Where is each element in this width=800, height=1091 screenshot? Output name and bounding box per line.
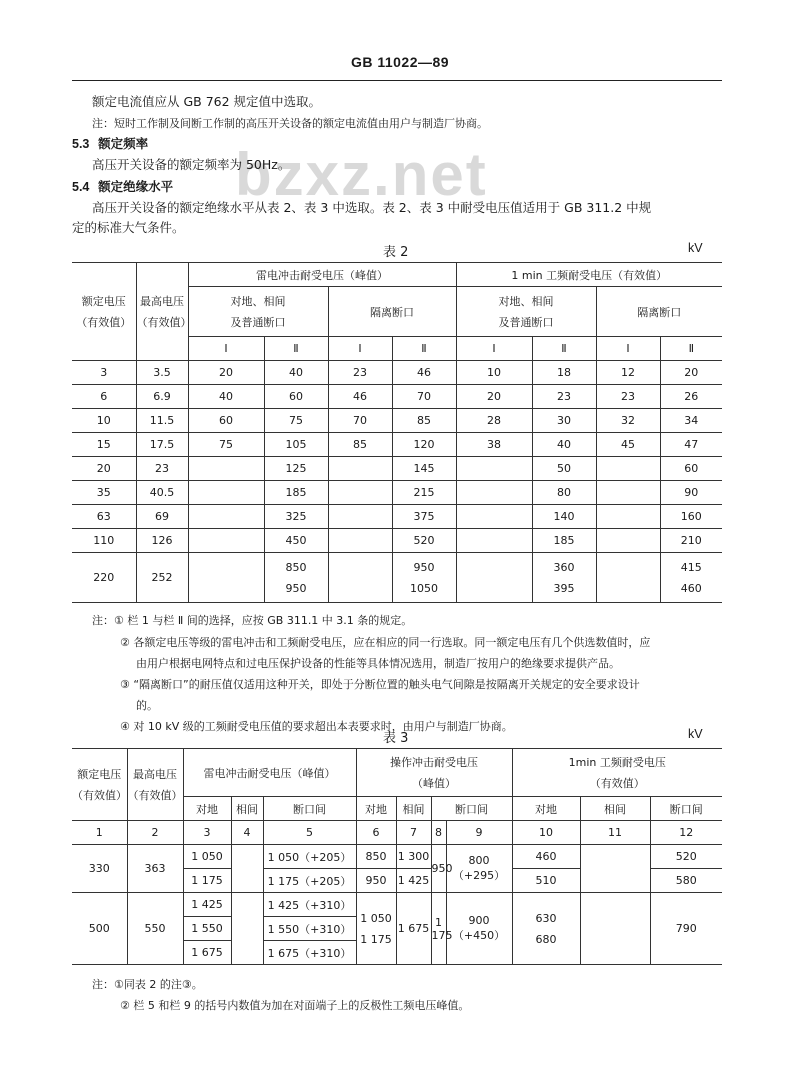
table-cell: 580 [650,869,722,893]
table-cell: 30 [532,409,596,433]
sub-header: 断口间 [263,797,356,821]
isolating-gap-header: 隔离断口 [328,287,456,337]
table-cell: 210 [660,529,722,553]
column-number: 9 [446,821,512,845]
column-number: 5 [263,821,356,845]
table-row [72,481,722,505]
table-3-caption: 表 3 [383,731,409,746]
table-cell: 23 [596,385,660,409]
sub-header: 断口间 [431,797,512,821]
table-cell: 140 [532,505,596,529]
table-cell [188,553,264,603]
table-3-unit: kV [688,727,703,741]
table-cell [328,553,392,603]
table-cell: 415 460 [660,553,722,603]
table-cell: 520 [392,529,456,553]
lightning-impulse-header: 雷电冲击耐受电压（峰值） [183,749,356,797]
table-cell: 45 [596,433,660,457]
sub-header: 断口间 [650,797,722,821]
list-column-marker: Ⅱ [532,337,596,361]
table-cell: 18 [532,361,596,385]
list-column-marker: Ⅰ [188,337,264,361]
rated-voltage-header: 额定电压 （有效值） [72,263,136,361]
table-cell: 60 [188,409,264,433]
table-cell: 23 [532,385,596,409]
table-cell: 38 [456,433,532,457]
table-cell: 252 [136,553,188,603]
table-cell: 40 [532,433,596,457]
switching-impulse-header: 操作冲击耐受电压 （峰值） [356,749,512,797]
table-cell: 1 175 [183,869,231,893]
column-number: 10 [512,821,580,845]
table-cell: 10 [456,361,532,385]
table-row [72,505,722,529]
table-row [72,409,722,433]
table-cell: 28 [456,409,532,433]
table-cell: 40.5 [136,481,188,505]
table-cell: 1 050（+205） [263,845,356,869]
table-cell: 850 950 [264,553,328,603]
list-column-marker: Ⅰ [328,337,392,361]
table-cell: 11.5 [136,409,188,433]
table-cell: 185 [264,481,328,505]
table-cell: 15 [72,433,136,457]
table-cell: 460 [512,845,580,869]
table-2 [72,262,722,603]
table-row [72,529,722,553]
table-cell: 850 [356,845,396,869]
table-cell: 630 680 [512,893,580,965]
column-number: 11 [580,821,650,845]
sub-header: 相间 [231,797,263,821]
table-cell [328,505,392,529]
column-number: 1 [72,821,127,845]
table-cell: 1 050 1 175 [356,893,396,965]
section-number: 5.3 [72,137,90,151]
table-cell: 110 [72,529,136,553]
table-cell [188,505,264,529]
table-cell: 950 [431,845,446,893]
table-cell: 363 [127,845,183,893]
table-cell: 1 050 [183,845,231,869]
table-cell [188,481,264,505]
list-column-marker: Ⅰ [596,337,660,361]
table-cell: 20 [660,361,722,385]
sub-header: 对地 [512,797,580,821]
table-cell: 70 [392,385,456,409]
power-frequency-header: 1min 工频耐受电压 （有效值） [512,749,722,797]
table-cell: 360 395 [532,553,596,603]
table-cell [596,481,660,505]
rated-voltage-header: 额定电压 （有效值） [72,749,127,821]
table-cell: 1 425（+310） [263,893,356,917]
table-cell [596,553,660,603]
table-cell: 6 [72,385,136,409]
table-row [72,457,722,481]
table-cell [328,457,392,481]
table-cell: 330 [72,845,127,893]
table-cell [456,553,532,603]
table-cell: 3.5 [136,361,188,385]
section-number: 5.4 [72,180,90,194]
table-cell: 20 [188,361,264,385]
table-cell: 3 [72,361,136,385]
table-cell: 60 [264,385,328,409]
table-cell: 160 [660,505,722,529]
table-cell: 80 [532,481,596,505]
column-number: 3 [183,821,231,845]
max-voltage-header: 最高电压 （有效值） [127,749,183,821]
table-cell: 46 [328,385,392,409]
list-column-marker: Ⅱ [660,337,722,361]
table-cell: 105 [264,433,328,457]
table-cell: 790 [650,893,722,965]
column-number: 12 [650,821,722,845]
table-cell: 23 [328,361,392,385]
table-cell: 1 175（+205） [263,869,356,893]
table-cell: 47 [660,433,722,457]
table-cell: 950 [356,869,396,893]
table-cell: 12 [596,361,660,385]
watermark: bzxz.net [235,141,488,208]
table-cell: 1 550（+310） [263,917,356,941]
table-row [72,361,722,385]
table-cell [596,505,660,529]
table-row [72,385,722,409]
table-cell: 800（+295） [446,845,512,893]
lightning-impulse-header: 雷电冲击耐受电压（峰值） [188,263,456,287]
max-voltage-header: 最高电压 （有效值） [136,263,188,361]
list-column-marker: Ⅱ [392,337,456,361]
table-cell: 1 550 [183,917,231,941]
table-cell: 220 [72,553,136,603]
table-cell: 85 [392,409,456,433]
table-cell: 20 [72,457,136,481]
table-cell [456,529,532,553]
table-cell: 10 [72,409,136,433]
table-cell [231,893,263,965]
column-number: 6 [356,821,396,845]
note-line: 由用户根据电网特点和过电压保护设备的性能等具体情况选用，制造厂按用户的绝缘要求提供产品。 [136,657,620,670]
table-cell [580,893,650,965]
table-cell: 60 [660,457,722,481]
sub-header: 对地 [183,797,231,821]
table-cell: 1 675 [183,941,231,965]
table-cell: 63 [72,505,136,529]
table-cell [456,457,532,481]
sub-header: 相间 [580,797,650,821]
table-cell [328,481,392,505]
sub-header: 对地 [356,797,396,821]
table-cell: 34 [660,409,722,433]
list-column-marker: Ⅱ [264,337,328,361]
table-cell: 950 1050 [392,553,456,603]
table-cell [456,505,532,529]
table-cell [580,845,650,893]
table-3 [72,748,722,965]
table-cell: 215 [392,481,456,505]
table-cell: 50 [532,457,596,481]
list-column-marker: Ⅰ [456,337,532,361]
table-cell: 126 [136,529,188,553]
table-cell: 46 [392,361,456,385]
table-cell: 26 [660,385,722,409]
table-cell [231,845,263,893]
table-cell: 125 [264,457,328,481]
section-title: 额定绝缘水平 [98,179,174,194]
note-line: 注：①同表 2 的注③。 [92,978,203,991]
table-cell: 40 [188,385,264,409]
table-cell [328,529,392,553]
note-line: 注：① 栏 1 与栏 Ⅱ 间的选择，应按 GB 311.1 中 3.1 条的规定。 [92,614,413,627]
table-cell: 17.5 [136,433,188,457]
standard-number-header: GB 11022—89 [350,54,450,70]
table-cell: 6.9 [136,385,188,409]
table-cell: 23 [136,457,188,481]
table-cell [188,529,264,553]
table-cell: 185 [532,529,596,553]
table-cell: 1 175 [431,893,446,965]
table-cell: 120 [392,433,456,457]
column-number: 7 [396,821,431,845]
current-paragraph: 额定电流值应从 GB 762 规定值中选取。 [92,94,322,109]
power-frequency-header: 1 min 工频耐受电压（有效值） [456,263,722,287]
note-line: ④ 对 10 kV 级的工频耐受电压值的要求超出本表要求时，由用户与制造厂协商。 [120,720,513,733]
section-5-4-text-line-1: 高压开关设备的额定绝缘水平从表 2、表 3 中选取。表 2、表 3 中耐受电压值适用于 GB 311.2 中规 [92,200,652,215]
table-cell: 40 [264,361,328,385]
table-cell: 32 [596,409,660,433]
note-line: ② 各额定电压等级的雷电冲击和工频耐受电压，应在相应的同一行选取。同一额定电压有几个供选数值时，应 [120,636,651,649]
column-number: 8 [431,821,446,845]
earth-phase-header: 对地、相间 及普通断口 [456,287,596,337]
note-line: 的。 [136,699,158,712]
current-note: 注：短时工作制及间断工作制的高压开关设备的额定电流值由用户与制造厂协商。 [92,117,488,130]
table-2-unit: kV [688,241,703,255]
table-cell: 375 [392,505,456,529]
section-title: 额定频率 [98,136,149,151]
column-number: 2 [127,821,183,845]
table-cell: 1 300 [396,845,431,869]
section-5-4-text-line-2: 定的标准大气条件。 [72,220,185,235]
table-cell: 325 [264,505,328,529]
header-rule [72,80,722,81]
isolating-gap-header: 隔离断口 [596,287,722,337]
table-cell: 1 425 [396,869,431,893]
section-5-3-text: 高压开关设备的额定频率为 50Hz。 [92,157,291,172]
table-cell: 85 [328,433,392,457]
table-cell: 1 675（+310） [263,941,356,965]
table-cell: 35 [72,481,136,505]
table-cell [456,481,532,505]
table-cell: 550 [127,893,183,965]
table-cell: 75 [264,409,328,433]
section-5-3-heading [72,134,148,154]
table-cell: 70 [328,409,392,433]
table-cell: 520 [650,845,722,869]
table-cell: 1 425 [183,893,231,917]
earth-phase-header: 对地、相间 及普通断口 [188,287,328,337]
table-cell: 145 [392,457,456,481]
section-5-4-heading [72,177,173,197]
table-row [72,433,722,457]
table-cell: 510 [512,869,580,893]
table-cell [596,457,660,481]
sub-header: 相间 [396,797,431,821]
column-number: 4 [231,821,263,845]
table-cell: 90 [660,481,722,505]
table-cell: 20 [456,385,532,409]
table-cell: 1 675 [396,893,431,965]
note-line: ③ “隔离断口”的耐压值仅适用这种开关，即处于分断位置的触头电气间隙是按隔离开关规定的安全要求设计 [120,678,640,691]
table-cell: 500 [72,893,127,965]
table-2-caption: 表 2 [383,245,409,260]
table-cell [188,457,264,481]
table-cell [596,529,660,553]
table-cell: 900（+450） [446,893,512,965]
note-line: ② 栏 5 和栏 9 的括号内数值为加在对面端子上的反极性工频电压峰值。 [120,999,470,1012]
table-cell: 69 [136,505,188,529]
table-cell: 75 [188,433,264,457]
table-cell: 450 [264,529,328,553]
